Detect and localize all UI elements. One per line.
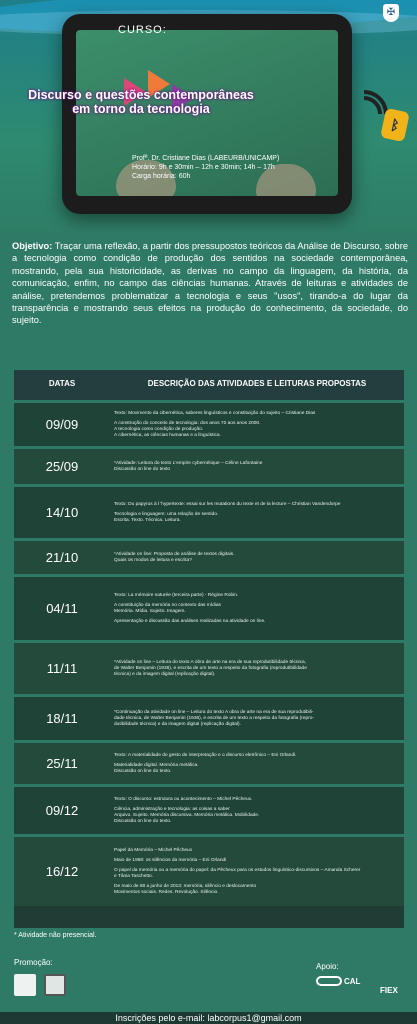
row-date: 14/10 <box>45 505 79 520</box>
description-line: Arquivo. Sujeito. Memória discursiva. Memória metálica. Mobilidade. <box>114 812 260 818</box>
objective-text: Traçar uma reflexão, a partir dos pressupostos teóricos da Análise de Discurso, sobre a tecnologia como condição de produção dos sentidos na sociedade contemporânea, mostrando, pela sua historicidade, as derivas no campo da linguagem, da história, da comunicação, enfim, no campo das ciências humanas. Através de leituras e atividades de análise, pretendemos problematizar a tecnologia e seus "usos", tirando-a do lugar da transparência e mostrando seus efeitos na produção do conhecimento, da sociedade, do sujeito. <box>12 241 408 326</box>
course-title-line1: Discurso e questões contemporâneas <box>28 88 254 102</box>
objective-paragraph <box>12 240 408 327</box>
description-line: *Atividade on line – Leitura do texto A obra de arte na era de sua reprodutibilidade técnica, <box>114 659 307 665</box>
row-description <box>114 837 398 906</box>
description-line: Apresentação e discussão das análises realizadas na atividade on line. <box>114 618 266 624</box>
table-row <box>14 538 404 574</box>
row-description <box>114 697 398 740</box>
row-description <box>114 577 398 640</box>
description-line: dade técnica, de Walter Benjamin (1936), e escrita de um texto a respeito da fotografia (repro- <box>114 715 315 721</box>
table-row <box>14 574 404 640</box>
header-description: DESCRIÇÃO DAS ATIVIDADES E LEITURAS PROPOSTAS <box>147 379 367 388</box>
description-line: Texto: La mémoire saturée (terceira parte) - Régine Robin. <box>114 592 239 598</box>
row-date: 16/12 <box>45 864 79 879</box>
description-line: Ciência, administração e tecnologia: as coisas a saber <box>114 806 230 812</box>
description-line: e Tânia Taschetto. <box>114 873 154 879</box>
row-date: 09/12 <box>45 803 79 818</box>
row-description <box>114 643 398 694</box>
description-line: *Atividade: Leitura do texto L'empire cybernétique – Céline Lafontaine <box>114 460 263 466</box>
table-row <box>14 834 404 906</box>
university-shield-icon: ✠ <box>383 4 399 22</box>
description-line: Texto: Movimento da cibernética, saberes linguísticos e constituição do sujeito – Cristiane Dias <box>114 410 316 416</box>
hero-banner <box>0 0 417 232</box>
cal-symbol-icon <box>316 976 342 986</box>
description-line: Tecnologia e linguagem: uma relação de sentido. <box>114 511 219 517</box>
promoter-logo-2 <box>44 974 66 996</box>
cal-logo-text: CAL <box>344 976 361 986</box>
description-line: A constituição da memória no contexto das mídias <box>114 602 221 608</box>
course-info <box>132 154 279 181</box>
description-line: Discussão on line do texto <box>114 466 170 472</box>
table-row <box>14 640 404 694</box>
table-row <box>14 484 404 538</box>
description-line: de Walter Benjamin (1936), e escrita de um texto a respeito da fotografia (reprodutibilidade <box>114 665 307 671</box>
description-line: Discussão on line do texto. <box>114 768 172 774</box>
row-date: 11/11 <box>46 661 78 676</box>
cal-logo <box>316 976 370 1010</box>
description-line: Texto: A materialidade do gesto de interpretação e o discurso eletrônico – Eni Orlandi. <box>114 752 297 758</box>
row-description <box>114 787 398 834</box>
row-date: 04/11 <box>46 601 78 616</box>
description-line: A construção do conceito de tecnologia: dos anos 70 aos anos 2000. <box>114 420 261 426</box>
description-line: Memória. Mídia. Sujeito. Imagem. <box>114 608 186 614</box>
fiex-logo: FIEX <box>380 986 398 995</box>
header-dates: DATAS <box>48 379 76 388</box>
description-line: A tecnologia como condição de produção. <box>114 426 204 432</box>
row-description <box>114 743 398 784</box>
description-line: Quais os modos de leitura e escrita? <box>114 557 192 563</box>
row-description <box>114 449 398 484</box>
description-line: Maio de 1968: os silêncios da memória – Eni Orlandi <box>114 857 227 863</box>
description-line: Escrita. Texto. Técnica. Leitura. <box>114 517 181 523</box>
professor-name: Profª. Dr. Cristiane Dias (LABEURB/UNICAMP) <box>132 155 280 162</box>
course-label: CURSO: <box>118 24 167 36</box>
row-description <box>114 541 398 574</box>
table-row <box>14 784 404 834</box>
description-line: De maio de 68 a junho de 2013: memória, silêncio e deslocamento <box>114 883 257 889</box>
row-description <box>114 487 398 538</box>
table-row <box>14 740 404 784</box>
description-line: *Continuação da atividade on line – Leitura do texto A obra de arte na era de sua reprodutibili- <box>114 709 314 715</box>
objective-label: Objetivo: <box>12 241 53 251</box>
schedule-table <box>14 370 404 928</box>
footnote: * Atividade não presencial. <box>14 932 97 939</box>
table-header <box>14 370 404 400</box>
course-title-line2: em torno da tecnologia <box>72 102 210 116</box>
row-date: 09/09 <box>45 417 79 432</box>
bluetooth-icon: ᛒ <box>380 108 410 142</box>
description-line: Texto: O discurso: estrutura ou acontecimento – Michel Pêcheux. <box>114 796 253 802</box>
description-line: *Atividade on line: Proposta de análise de textos digitais. <box>114 551 235 557</box>
description-line: dutibilidade técnica) e da imagem digital (replicação digital). <box>114 721 241 727</box>
description-line: Materialidade digital. Memória metálica. <box>114 762 199 768</box>
promoter-logo-1 <box>14 974 36 996</box>
description-line: Movimentos sociais. Redes. Revolução. Silêncio. <box>114 889 219 895</box>
description-line: Texto: Du papyrus à l 'hypertexte: essai sur les mutations du texte et de la lecture – Christian Vandendorpe <box>114 501 341 507</box>
row-description <box>114 403 398 446</box>
course-workload: Carga horária: 60h <box>132 173 191 180</box>
row-date: 21/10 <box>45 550 79 565</box>
description-line: Papel da Memória – Michel Pêcheux <box>114 847 193 853</box>
row-date: 25/11 <box>46 756 78 771</box>
course-schedule: Horário: 9h e 30min – 12h e 30min; 14h – 17h <box>132 164 275 171</box>
description-line: A cibernética, as ciências humanas e a linguística. <box>114 432 221 438</box>
contact-email[interactable]: Inscrições pelo e-mail: labcorpus1@gmail.com <box>0 1012 417 1024</box>
course-title <box>10 88 272 116</box>
row-date: 25/09 <box>45 459 79 474</box>
university-logo <box>370 4 412 52</box>
promotion-label: Promoção: <box>14 958 53 967</box>
description-line: O papel da memória ou a memória do papel: da Pêcheux para os estudos linguístico-discursivos – Amanda Scherer <box>114 867 361 873</box>
table-row <box>14 400 404 446</box>
table-row <box>14 446 404 484</box>
description-line: Discussão on line do texto. <box>114 818 172 824</box>
row-date: 18/11 <box>46 711 78 726</box>
table-row <box>14 694 404 740</box>
description-line: técnica) e da imagem digital (replicação digital). <box>114 671 216 677</box>
support-label: Apoio: <box>316 962 339 971</box>
